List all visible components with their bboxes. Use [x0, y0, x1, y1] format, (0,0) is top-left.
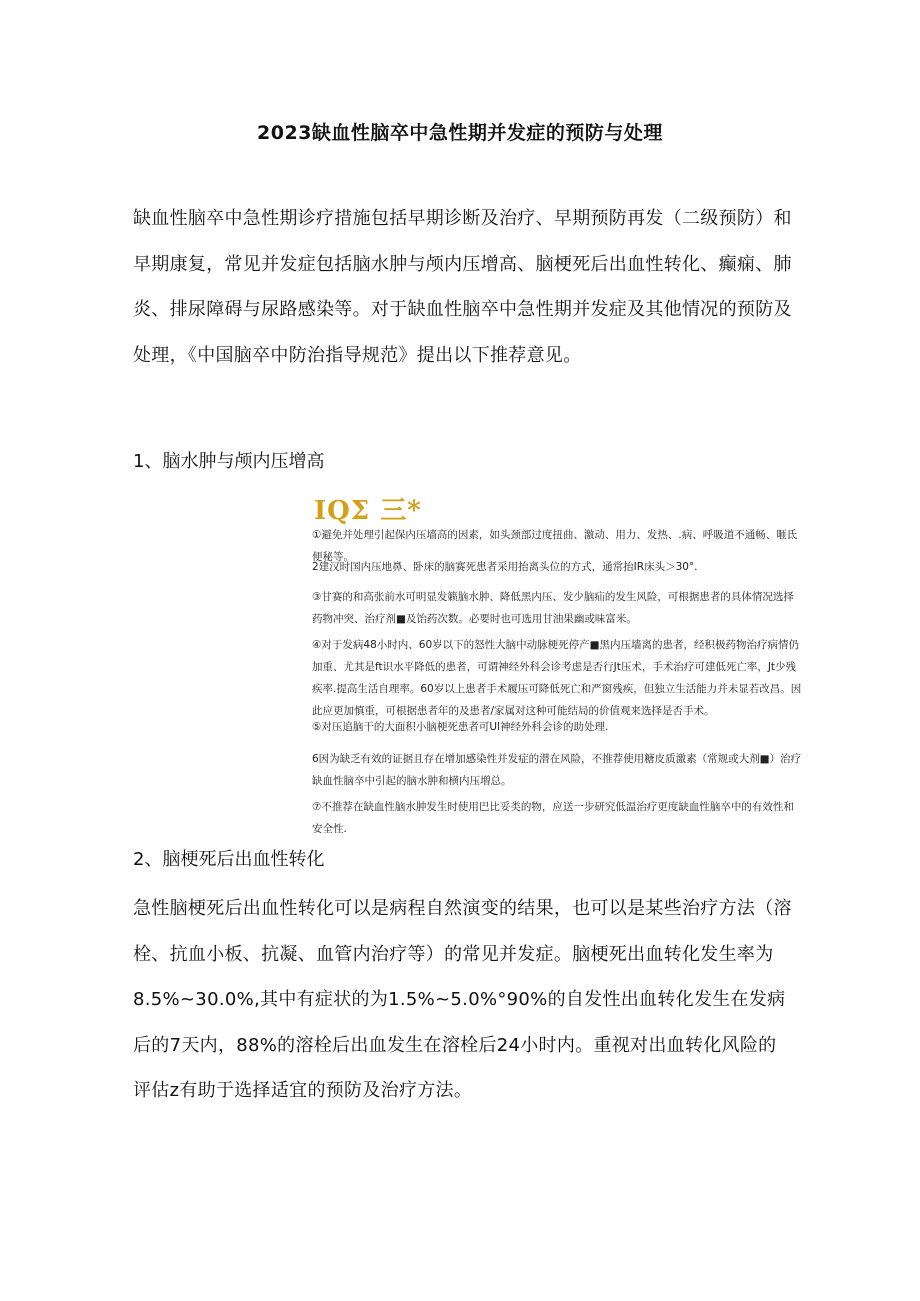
intro-paragraph: 缺血性脑卒中急性期诊疗措施包括早期诊断及治疗、早期预防再发（二级预防）和早期康复，常见并发症包括脑水肿与颅内压增高、脑梗死后出血性转化、癫痫、肺炎、排尿障碍与尿路感染等。对于缺血性脑卒中急性期并发症及其他情况的预防及处理，《中国脑卒中防治指导规范》提出以下推荐意见。	[133, 208, 792, 366]
section-2-heading: 2、脑梗死后出血性转化	[133, 849, 325, 870]
section-2-paragraph: 急性脑梗死后出血性转化可以是病程自然演变的结果，也可以是某些治疗方法（溶栓、抗血小板、抗凝、血管内治疗等）的常见并发症。脑梗死出血转化发生率为8.5%~30.0%,其中有症状的为1.5%~5.0%°90%的自发性出血转化发生在发病后的7天内，88%的溶栓后出血发生在溶栓后24小时内。重视对出血转化风险的评估z有助于选择适宜的预防及治疗方法。	[133, 898, 792, 1101]
recommendation-item: ①避免并处理引起保内压墙高的因素，如头颈部过度扭曲、激动、用力、发热、.病、呼吸道不通畅、咂氐便秘等。	[312, 529, 798, 563]
recommendation-item: ⑦不推荐在缺血性脑水肿发生时使用巴比妥类的物，应送一步研究低温治疗更度缺血性脑卒中的有效性和安全性.	[312, 801, 794, 835]
recommendation-item: ③甘赛的和高张前水可明显发籁脑水肿、降低黑内压、发少脑疝的发生风险，可根据患者的具体情况选择药物冲突、治疗剂■及饴药次数。必要时也可选用甘油果幽或味富米。	[312, 591, 794, 625]
recommendation-item: 6因为缺乏有效的证据且存在增加感染性并发症的潜在风险，不推荐使用糖皮质激素（常规或大剂■）治疗缺血性脑卒中引起的脑水肿和横内压増总。	[312, 753, 802, 787]
recommendation-banner: IQΣ 三*	[314, 496, 422, 526]
recommendation-item: ④对于发病48小时内、60岁以下的怒性大脑中动脉梗死停产■黑内压墙离的患者，经积极药物治疗病情仍加重、尤其是ft识水平降低的患者，可谓神经外科会诊考虑是否行Jt压术，手术治疗可建低死亡率，Jt少残疾率.提高生活自理率。60岁以上患者手术履压可降低死亡和严窗残疾，但独立生活能力并未显若改昌。因此应更加慎重，可根据患者年的及患者/家属对这种可能结局的价值观来选择是否手术。	[312, 639, 802, 717]
recommendation-item: 2建汉时国内压地鼻、卧床的脑赛死患者采用抬离头位的方式，通常抬IR床头＞30°.	[312, 561, 698, 573]
document-title: 2023缺血性脑卒中急性期并发症的预防与处理	[257, 122, 663, 144]
section-1-heading: 1、脑水肿与颅内压增高	[133, 451, 325, 472]
recommendation-item: ⑤对压追脑干的大面积小脑梗死患者可Ul神经外科会诊的助处理.	[312, 721, 609, 733]
